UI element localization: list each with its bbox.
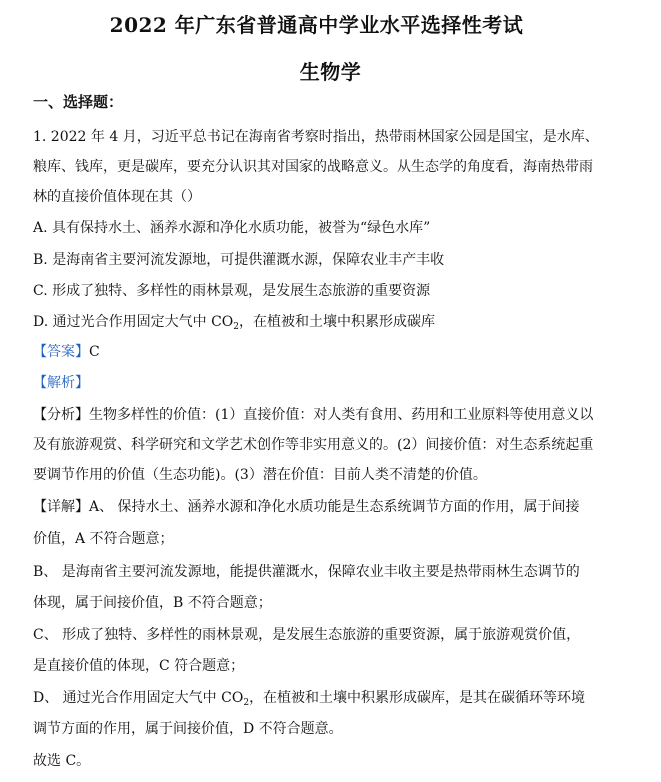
detail-c-line-2: 是直接价值的体现，C 符合题意；: [33, 658, 245, 674]
option-a: A. 具有保持水土、涵养水源和净化水质功能，被誉为“绿色水库”: [33, 220, 431, 236]
question-line-3: 林的直接价值体现在其（）: [33, 189, 201, 205]
answer-line: [33, 343, 100, 361]
detail-a-line-1: 【详解】A、 保持水土、涵养水源和净化水质功能是生态系统调节方面的作用，属于间接: [33, 499, 580, 515]
detail-d-subscript: 2: [243, 698, 250, 708]
option-d-text: D. 通过光合作用固定大气中 CO: [33, 314, 234, 330]
analysis-label: 【解析】: [33, 375, 89, 391]
analysis-line-1: 【分析】生物多样性的价值：(1）直接价值：对人类有食用、药用和工业原料等使用意义以: [33, 407, 594, 423]
answer-label: 【答案】: [33, 344, 89, 360]
conclusion: 故选 C。: [33, 753, 91, 769]
detail-d-line-2: 调节方面的作用，属于间接价值，D 不符合题意。: [33, 721, 343, 737]
detail-a-line-2: 价值，A 不符合题意；: [33, 531, 174, 547]
section-heading: 一、选择题：: [33, 93, 124, 111]
detail-d-text-end: ，在植被和土壤中积累形成碳库，是其在碳循环等环境: [249, 690, 586, 706]
question-line-1: 1. 2022 年 4 月，习近平总书记在海南省考察时指出，热带雨林国家公园是国宝，是水库、: [33, 129, 599, 145]
option-b: B. 是海南省主要河流发源地，可提供灌溉水源，保障农业丰产丰收: [33, 252, 445, 268]
subject-title: 生物学: [299, 60, 362, 84]
detail-d-text: D、 通过光合作用固定大气中 CO: [33, 690, 244, 706]
analysis-line-2: 及有旅游观赏、科学研究和文学艺术创作等非实用意义的。(2）间接价值：对生态系统起重: [33, 437, 594, 453]
detail-b-line-1: B、 是海南省主要河流发源地，能提供灌溉水，保障农业丰收主要是热带雨林生态调节的: [33, 564, 580, 580]
detail-c-line-1: C、 形成了独特、多样性的雨林景观，是发展生态旅游的重要资源，属于旅游观赏价值，: [33, 627, 581, 643]
detail-d-line-1: [33, 689, 585, 712]
analysis-line-3: 要调节作用的价值（生态功能)。(3）潜在价值：目前人类不清楚的价值。: [33, 467, 487, 483]
answer-value: C: [89, 344, 100, 360]
exam-title: 2022 年广东省普通高中学业水平选择性考试: [109, 13, 524, 37]
option-d-subscript: 2: [233, 322, 239, 332]
option-c: C. 形成了独特、多样性的雨林景观，是发展生态旅游的重要资源: [33, 283, 431, 299]
option-d: [33, 313, 435, 336]
question-line-2: 粮库、钱库，更是碳库，要充分认识其对国家的战略意义。从生态学的角度看，海南热带雨: [33, 159, 593, 175]
option-d-text-end: ，在植被和土壤中积累形成碳库: [239, 314, 435, 330]
detail-b-line-2: 体现，属于间接价值，B 不符合题意；: [33, 595, 272, 611]
